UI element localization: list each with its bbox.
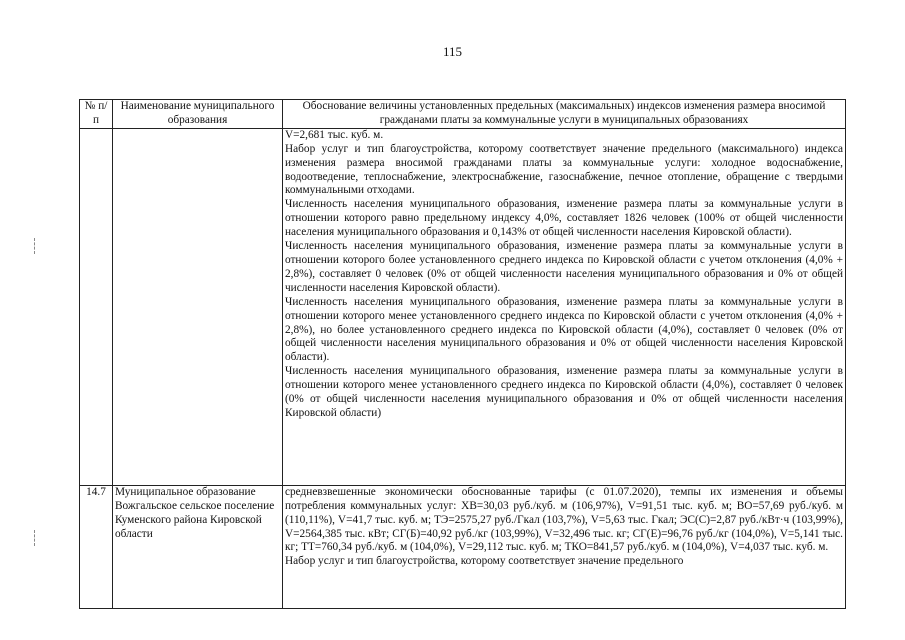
table-row: [80, 485, 846, 608]
justification-paragraph: Численность населения муниципального образования, изменение размера платы за коммунальные услуги в отношении которого равно предельному индексу 4,0%, составляет 1826 человек (100% от общей численности населения муниципального образования и 0,143% от общей численности населения Кировской области).: [285, 198, 843, 239]
justification-paragraph: Численность населения муниципального образования, изменение размера платы за коммунальные услуги в отношении которого менее установленного среднего индекса по Кировской области (4,0%), составляет 0 человек (0% от общей численности населения муниципального образования и 0% от общей численности населения Кировской области): [285, 365, 843, 419]
justification-paragraph: V=2,681 тыс. куб. м.: [285, 128, 384, 141]
row-justification: [283, 485, 846, 608]
justification-paragraph: Численность населения муниципального образования, изменение размера платы за коммунальные услуги в отношении которого менее установленного среднего индекса по Кировской области с учетом отклонения (4,0% + 2,8%), но более установленного среднего индекса по Кировской области (4,0%), составляет 0 человек (0% от общей численности населения муниципального образования и 0% от общей численности населения Кировской области).: [285, 295, 843, 364]
table-row: [80, 128, 846, 485]
row-num: [80, 128, 113, 485]
justification-paragraph: средневзвешенные экономически обоснованные тарифы (с 01.07.2020), темпы их изменения и объемы потребления коммунальных услуг: ХВ=30,03 руб./куб. м (106,97%), V=91,51 тыс. куб. м; ВО=57,69 руб./куб. м (110,11%), V=41,7 тыс. куб. м; ТЭ=2575,27 руб./Гкал (103,7%), V=5,63 тыс. Гкал; ЭС(С)=2,87 руб./кВт·ч (103,99%), V=2564,385 тыс. кВт; СГ(Б)=40,92 руб./кг (103,99%), V=32,496 тыс. кг; СГ(Е)=96,76 руб./кг (104,0%), V=5,141 тыс. кг; ТТ=760,34 руб./куб. м (104,0%), V=29,112 тыс. куб. м; ТКО=841,57 руб./куб. м (104,0%), V=4,037 тыс. куб. м.: [285, 485, 843, 554]
margin-mark: [34, 530, 35, 546]
row-num: 14.7: [80, 485, 113, 608]
table-header-row: [80, 100, 846, 129]
margin-mark: [34, 238, 35, 254]
row-justification: [283, 128, 846, 485]
justification-paragraph: Численность населения муниципального образования, изменение размера платы за коммунальные услуги в отношении которого более установленного среднего индекса по Кировской области с учетом отклонения (4,0% + 2,8%), составляет 0 человек (0% от общей численности населения муниципального образования и 0% от общей численности населения Кировской области).: [285, 240, 843, 294]
header-name: Наименование муниципального образования: [113, 100, 283, 129]
header-num: № п/п: [80, 100, 113, 129]
header-justification: Обоснование величины установленных предельных (максимальных) индексов изменения размера вносимой гражданами платы за коммунальные услуги в муниципальных образованиях: [283, 100, 846, 129]
tariff-table: [79, 99, 846, 609]
row-municipality: Муниципальное образование Вожгальское сельское поселение Куменского района Кировской области: [113, 485, 283, 608]
page-number: 115: [442, 44, 463, 59]
row-municipality: [113, 128, 283, 485]
justification-paragraph: Набор услуг и тип благоустройства, которому соответствует значение предельного: [285, 555, 684, 568]
justification-paragraph: Набор услуг и тип благоустройства, которому соответствует значение предельного (максимального) индекса изменения размера вносимой гражданами платы за коммунальные услуги: холодное водоснабжение, водоотведение, теплоснабжение, электроснабжение, газоснабжение, печное отопление, обращение с твердыми коммунальными отходами.: [285, 142, 843, 197]
